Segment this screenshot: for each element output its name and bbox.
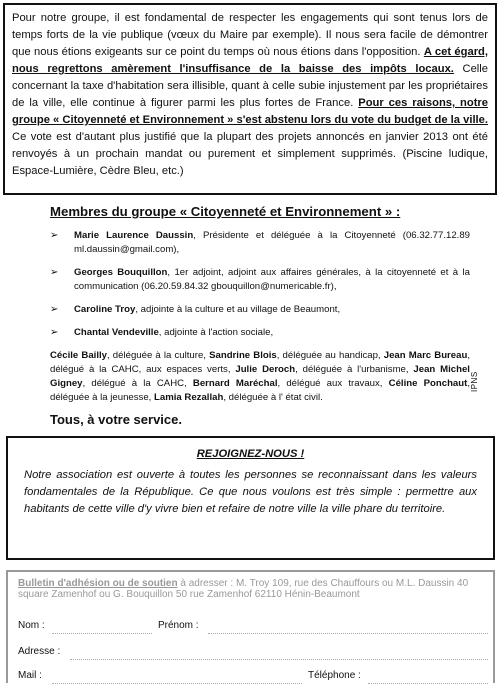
member-name: Jean Marc Bureau <box>383 350 468 361</box>
other-members <box>50 349 470 405</box>
members-section <box>50 205 470 427</box>
members-heading: Membres du groupe « Citoyenneté et Environnement » : <box>50 204 401 219</box>
member-role: , délégué à la CAHC, <box>82 378 193 389</box>
mail-label: Mail : <box>18 670 42 681</box>
member-name: Jean Michel Gigney <box>50 364 470 389</box>
member-name: Lamia Rezallah <box>154 392 224 403</box>
arrow-bullet-icon: ➢ <box>50 327 59 338</box>
member-role: , adjointe à la culture et au village de Beaumont, <box>135 304 341 315</box>
arrow-bullet-icon: ➢ <box>50 267 59 278</box>
join-title: REJOIGNEZ-NOUS ! <box>196 448 305 460</box>
join-box <box>6 436 495 560</box>
prenom-field[interactable] <box>208 632 488 634</box>
nom-field[interactable] <box>52 632 152 634</box>
intro-text-2: Celle concernant la taxe d'habitation sera illisible, quant à celle subie injustement par les propriétaires de la ville, elle continue à figurer parmi les plus fortes de France. <box>12 63 488 109</box>
member-role: , déléguée à l'urbanisme, <box>295 364 414 375</box>
member-role: , déléguée à la jeunesse, <box>50 378 470 403</box>
intro-box <box>3 3 497 195</box>
form-title: Bulletin d'adhésion ou de soutien <box>18 578 178 589</box>
adresse-label: Adresse : <box>18 646 61 657</box>
member-row <box>50 229 470 257</box>
join-body: Notre association est ouverte à toutes les personnes se reconnaissant dans les valeurs fondamentales de la République. Ce que nous voulons est très simple : permettre aux habitants de cette ville d'y vivre bien et refaire de notre ville la ville phare du territoire. <box>24 469 477 515</box>
member-name: Bernard Maréchal <box>192 378 278 389</box>
intro-text-1: Pour notre groupe, il est fondamental de respecter les engagements qui sont tenus lors de temps forts de la vie publique (vœux du Maire par exemple). Il nous sera facile de démontrer que nous étions exigeants sur ce point du temps où nous étions dans l'opposition. <box>12 12 488 58</box>
nom-label: Nom : <box>18 620 45 631</box>
prenom-label: Prénom : <box>158 620 199 631</box>
member-role: , Présidente et déléguée à la Citoyenneté (06.32.77.12.89 ml.daussin@gmail.com), <box>74 230 470 255</box>
member-name: Chantal Vendeville <box>74 327 159 338</box>
member-name: Marie Laurence Daussin <box>74 230 194 241</box>
member-name: Cécile Bailly <box>50 350 107 361</box>
ipns-mark: IPNS <box>470 371 479 392</box>
closing-line: Tous, à votre service. <box>50 412 182 427</box>
member-role: , adjointe à l'action sociale, <box>158 327 274 338</box>
member-name: Caroline Troy <box>74 304 136 315</box>
form-header <box>18 578 483 600</box>
membership-form <box>6 570 495 683</box>
member-name: Sandrine Blois <box>209 350 277 361</box>
member-name: Julie Deroch <box>235 364 296 375</box>
member-role: , déléguée au handicap, <box>276 350 384 361</box>
member-row <box>50 303 470 317</box>
intro-bold-1: A cet égard, nous regrettons amèrement l'insuffisance de la baisse des impôts locaux. <box>12 46 488 75</box>
member-role: , délégué aux travaux, <box>277 378 389 389</box>
member-name: Georges Bouquillon <box>74 267 168 278</box>
form-address: à adresser : M. Troy 109, rue des Chauffours ou M.L. Daussin 40 square Zamenhof ou G. Bouquillon 50 rue Zamenhof 62110 Hénin-Beaumont <box>18 578 469 600</box>
member-role: , délégué à la CAHC, aux espaces verts, <box>50 350 470 375</box>
arrow-bullet-icon: ➢ <box>50 304 59 315</box>
adresse-field[interactable] <box>70 658 488 660</box>
telephone-label: Téléphone : <box>308 670 361 681</box>
intro-text-3: Ce vote est d'autant plus justifié que la plupart des projets annoncés en janvier 2013 ont été renvoyés à un prochain mandat ou purement et simplement supprimés. (Piscine ludique, Espace-Lumière, Cèdre Bleu, etc.) <box>12 131 488 177</box>
member-name: Céline Ponchaut <box>388 378 468 389</box>
intro-bold-2: Pour ces raisons, notre groupe « Citoyenneté et Environnement » s'est abstenu lors du vote du budget de la ville. <box>12 97 489 126</box>
arrow-bullet-icon: ➢ <box>50 230 59 241</box>
member-role: , déléguée à la culture, <box>107 350 210 361</box>
member-role: , 1er adjoint, adjoint aux affaires générales, à la citoyenneté et à la communication (06.20.59.84.32 gbouquillon@numericable.fr), <box>74 267 470 292</box>
member-row <box>50 266 470 294</box>
member-row <box>50 326 470 340</box>
member-role: , déléguée à l' état civil. <box>223 392 323 403</box>
